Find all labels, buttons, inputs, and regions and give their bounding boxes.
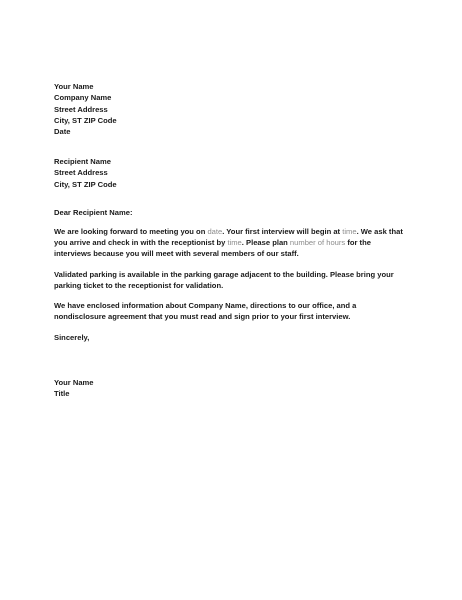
recipient-name: Recipient Name — [54, 156, 111, 166]
checkin-time-placeholder: time — [227, 237, 242, 247]
salutation: Dear Recipient Name: — [54, 208, 133, 218]
hours-placeholder: number of hours — [289, 237, 346, 247]
signature-name: Your Name — [54, 378, 94, 388]
body-paragraph-2: Validated parking is available in the parking garage adjacent to the building. Please bring your parking ticket to the receptionist for validation. — [54, 269, 394, 290]
body-paragraph-3: We have enclosed information about Company Name, directions to our office, and a nondisclosure agreement that you must read and sign prior to your first interview. — [54, 301, 357, 322]
recipient-city-state-zip: City, ST ZIP Code — [54, 179, 117, 189]
recipient-address-block — [54, 156, 406, 190]
interview-time-placeholder: time — [342, 226, 357, 236]
body-paragraph-1 — [54, 226, 406, 260]
recipient-street: Street Address — [54, 168, 108, 178]
sender-name: Your Name — [54, 82, 94, 91]
sender-street: Street Address — [54, 104, 108, 114]
closing: Sincerely, — [54, 332, 90, 342]
letter-date: Date — [54, 127, 71, 137]
sender-city-state-zip: City, ST ZIP Code — [54, 115, 117, 125]
signature-title: Title — [54, 389, 70, 399]
signature-block — [54, 377, 406, 400]
sender-company: Company Name — [54, 93, 112, 103]
p1-text-4: . Please plan — [241, 237, 290, 247]
p1-text-2: . Your first interview will begin at — [222, 226, 343, 236]
date-placeholder: date — [207, 226, 223, 236]
p1-text-1: We are looking forward to meeting you on — [54, 226, 208, 236]
p1-text-3: . We ask that you arrive and check in with the receptionist by — [54, 226, 403, 247]
letter-body — [54, 81, 406, 400]
p1-text-5: for the interviews because you will meet with several members of our staff. — [54, 237, 371, 259]
sender-address-block — [54, 81, 406, 137]
